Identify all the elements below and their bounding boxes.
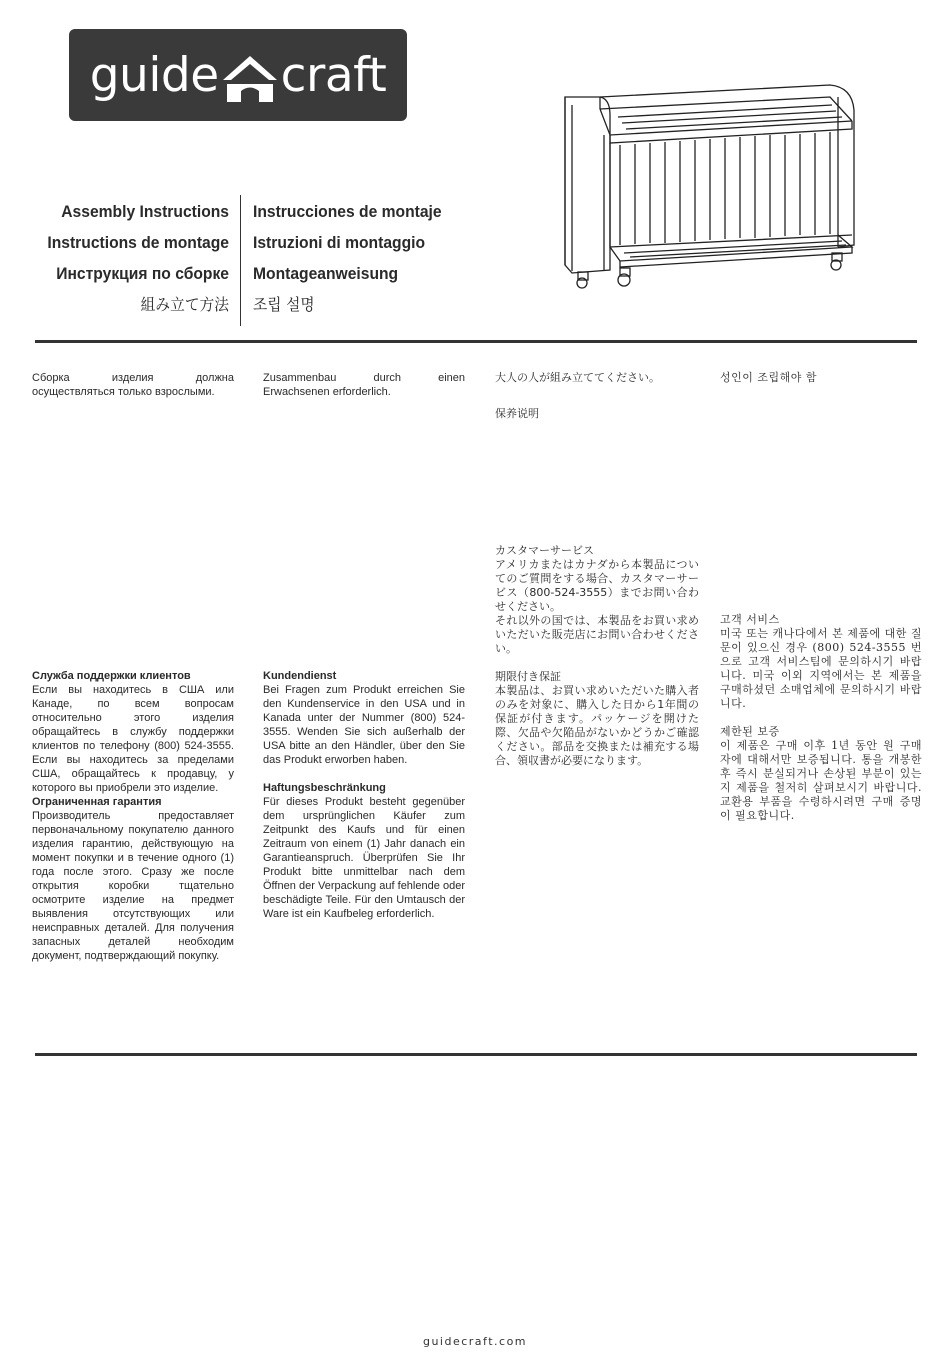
ko-support-text: 미국 또는 캐나다에서 본 제품에 대한 질문이 있으신 경우 (800) 524-3555 번으로 고객 서비스팀에 문의하시기 바랍니다. 미국 이외 지역에서는 본 제품을 구매하셨던 소매업체에 문의하시기 바랍니다. — [720, 627, 922, 710]
logo-text-right: craft — [280, 47, 387, 103]
logo-text-left: guide — [89, 47, 219, 103]
ja-warranty-text: 本製品は、お買い求めいただいた購入者のみを対象に、購入した日から1年間の保証が付きます。パッケージを開けた際、欠品や欠陥品がないかどうかご確認ください。部品を交換または補充する場合、領収書が必要になります。 — [495, 684, 699, 767]
de-support-text: Bei Fragen zum Produkt erreichen Sie den Kundenservice in den USA und in Kanada unter der Nummer (800) 524-3555. Wenden Sie sich außerhalb der USA bitte an den Händler, über den Sie das Produkt erworben haben. — [263, 684, 465, 766]
ko-support-heading: 고객 서비스 — [720, 613, 780, 626]
title-ko: 조립 설명 — [253, 295, 315, 314]
ja-support-text-2: それ以外の国では、本製品をお買い求めいただいた販売店にお問い合わせください。 — [495, 614, 699, 655]
title-ja: 組み立て方法 — [140, 295, 229, 314]
ja-care-heading: 保养说明 — [495, 407, 539, 420]
de-section — [263, 669, 465, 921]
ja-section — [495, 544, 699, 768]
title-fr: Instructions de montage — [47, 233, 230, 252]
de-warranty-heading: Haftungsbeschränkung — [263, 782, 386, 794]
bottom-rule — [35, 1053, 917, 1056]
de-warranty-text: Für dieses Produkt besteht gegenüber dem ursprünglichen Käufer zum Zeitpunkt des Kaufs und für einen Zeitraum von einem (1) Jahr danach ein Garantieanspruch. Überprüfen Sie Ihr Produkt bitte unmittelbar nach dem Öffnen der Verpackung auf fehlende oder beschädigte Teile. Für den Umtausch der Ware ist ein Kaufbeleg erforderlich. — [263, 796, 465, 920]
titles-right — [253, 196, 492, 320]
ko-warranty-heading: 제한된 보증 — [720, 725, 780, 738]
de-adult-notice: Zusammenbau durch einen Erwachsenen erforderlich. — [263, 372, 465, 398]
ru-adult-notice: Сборка изделия должна осуществляться только взрослыми. — [32, 372, 234, 398]
brand-logo — [69, 29, 407, 121]
ru-warranty-heading: Ограниченная гарантия — [32, 796, 162, 808]
titles-left — [37, 196, 229, 320]
house-icon — [221, 54, 279, 104]
ja-support-text-1: アメリカまたはカナダから本製品についてのご質問をする場合、カスタマーサービス（800-524-3555）までお問い合わせください。 — [495, 558, 699, 613]
ko-warranty-text: 이 제품은 구매 이후 1년 동안 원 구매자에 대해서만 보증됩니다. 통을 개봉한 후 즉시 분실되거나 손상된 부분이 있는지 제품을 철저히 살펴보시기 바랍니다. 교환용 부품을 수령하시려면 구매 증명이 필요합니다. — [720, 739, 922, 822]
ja-adult-notice: 大人の人が組み立ててください。 — [495, 371, 660, 384]
title-ru: Инструкция по сборке — [56, 264, 230, 283]
ru-support-heading: Служба поддержки клиентов — [32, 670, 191, 682]
top-rule — [35, 340, 917, 343]
ja-support-heading: カスタマーサービス — [495, 544, 594, 557]
product-illustration — [560, 75, 860, 290]
title-it: Istruzioni di montaggio — [253, 233, 426, 252]
de-support-heading: Kundendienst — [263, 670, 337, 682]
title-es: Instrucciones de montaje — [253, 202, 442, 221]
title-divider — [240, 195, 241, 326]
ja-warranty-heading: 期限付き保証 — [495, 670, 561, 683]
ko-section — [720, 613, 922, 823]
title-en: Assembly Instructions — [61, 202, 230, 221]
ru-warranty-text: Производитель предоставляет первоначальному покупателю данного изделия гарантию, действующую на момент покупки и в течение одного (1) года после этого. Сразу же после открытия коробки тщательно осмотрите изделие на предмет выявления отсутствующих или неисправных деталей. Для получения запасных деталей необходим документ, подтверждающий покупку. — [32, 810, 234, 962]
title-de: Montageanweisung — [253, 264, 399, 283]
ru-support-text: Если вы находитесь в США или Канаде, по всем вопросам относительно этого изделия обращайтесь в службу поддержки клиентов по телефону (800) 524-3555. Если вы находитесь за пределами США, обращайтесь к продавцу, у которого вы приобрели это изделие. — [32, 684, 234, 794]
ko-adult-notice: 성인이 조립해야 함 — [720, 371, 818, 384]
ru-section — [32, 669, 234, 963]
footer-url: guidecraft.com — [422, 1335, 528, 1348]
